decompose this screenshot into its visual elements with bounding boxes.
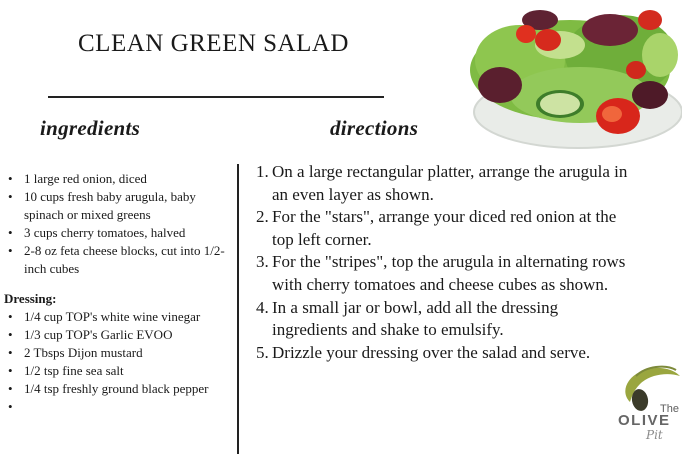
dressing-item: • 2 Tbsps Dijon mustard: [4, 344, 236, 362]
ingredient-item: • 3 cups cherry tomatoes, halved: [4, 224, 236, 242]
ingredient-item: • 2-8 oz feta cheese blocks, cut into 1/2-inch cubes: [4, 242, 236, 278]
directions-list: [256, 161, 636, 364]
ingredients-heading: ingredients: [40, 116, 141, 140]
step-text: Drizzle your dressing over the salad and serve.: [272, 342, 591, 362]
step-text: For the "stripes", top the arugula in alternating rows with cherry tomatoes and cheese cubes as shown.: [272, 252, 626, 294]
ingredient-item: • 1 large red onion, diced: [4, 170, 236, 188]
dressing-item: • 1/2 tsp fine sea salt: [4, 362, 236, 380]
dressing-item: • 1/4 tsp freshly ground black pepper: [4, 380, 236, 398]
logo-olive-text: OLIVE: [618, 412, 671, 429]
title-divider: [48, 96, 384, 98]
step-number: 4.: [256, 297, 269, 317]
logo-pit-text: Pit: [646, 428, 663, 442]
salad-photo: [460, 0, 682, 150]
step-text: In a small jar or bowl, add all the dressing ingredients and shake to emulsify.: [272, 297, 559, 340]
step-number: 3.: [256, 252, 269, 272]
step-number: 5.: [256, 342, 269, 362]
direction-step: [256, 161, 636, 206]
direction-step: [256, 297, 636, 342]
ingredient-item: • 10 cups fresh baby arugula, baby spinach or mixed greens: [4, 188, 236, 224]
ingredients-section: [4, 170, 236, 416]
dressing-label: Dressing:: [4, 291, 57, 306]
step-text: On a large rectangular platter, arrange the arugula in an even layer as shown.: [272, 162, 628, 204]
direction-step: [256, 251, 636, 296]
dressing-list: [4, 308, 236, 416]
column-divider: [237, 164, 239, 454]
direction-step: [256, 342, 636, 365]
step-number: 1.: [256, 162, 269, 181]
directions-heading: directions: [330, 116, 419, 140]
recipe-title: CLEAN GREEN SALAD: [78, 30, 349, 57]
dressing-item: • 1/4 cup TOP's white wine vinegar: [4, 308, 236, 326]
dressing-item: • 1/3 cup TOP's Garlic EVOO: [4, 326, 236, 344]
directions-section: [256, 161, 636, 364]
ingredients-list: [4, 170, 236, 278]
logo-the-text: The: [660, 403, 679, 415]
dressing-item-empty: [4, 398, 236, 416]
step-number: 2.: [256, 207, 269, 227]
direction-step: [256, 206, 636, 251]
step-text: For the "stars", arrange your diced red onion at the top left corner.: [272, 207, 617, 249]
